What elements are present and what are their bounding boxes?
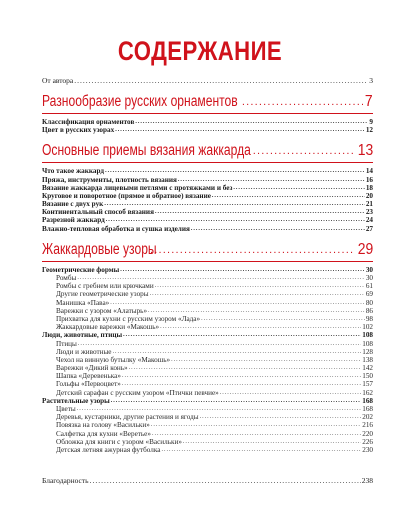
toc-entry[interactable]: Континентальный способ вязания ..... 23 bbox=[42, 208, 373, 216]
toc-subentry[interactable]: Птицы ..... 108 bbox=[42, 340, 373, 348]
toc-entry[interactable]: Вязание жаккарда лицевыми петлями с протяжками и без ..... 18 bbox=[42, 184, 373, 192]
entry-page: 3 bbox=[369, 76, 373, 85]
toc-entry[interactable]: Вязание с двух рук ..... 21 bbox=[42, 200, 373, 208]
section-label: Разнообразие русских орнаментов bbox=[42, 93, 238, 110]
toc-entry[interactable]: Разрезной жаккард ..... 24 bbox=[42, 217, 373, 225]
entry-label: Благодарность bbox=[42, 476, 89, 485]
page-title: СОДЕРЖАНИЕ bbox=[117, 36, 283, 66]
section-label: Жаккардовые узоры bbox=[42, 240, 157, 258]
toc-subentry[interactable]: Манишка «Пава» ..... 80 bbox=[42, 299, 373, 307]
toc-entry[interactable]: Что такое жаккард ..... 14 bbox=[42, 167, 373, 175]
toc-subentry[interactable]: Чехол на винную бутылку «Макошь» ..... 138 bbox=[42, 356, 373, 364]
toc-entry[interactable]: Круговое и поворотное (прямое и обратное) вязание ..... 20 bbox=[42, 192, 373, 200]
toc-subentry[interactable]: Жаккардовые варежки «Макошь» ..... 102 bbox=[42, 323, 373, 331]
toc-group[interactable]: Растительные узоры ..... 168 bbox=[42, 397, 373, 405]
section-heading-patterns[interactable] bbox=[42, 239, 373, 262]
toc-entry[interactable]: Влажно-тепловая обработка и сушка изделия ..... 27 bbox=[42, 225, 373, 233]
toc-subentry[interactable]: Обложка для книги с узором «Васильки» ..... 226 bbox=[42, 438, 373, 446]
toc-subentry[interactable]: Цветы ..... 168 bbox=[42, 405, 373, 413]
toc-subentry[interactable]: Шапка «Деревенька» ..... 150 bbox=[42, 372, 373, 380]
toc-subentry[interactable]: Прихватка для кухни с русским узором «Лада» ..... 98 bbox=[42, 315, 373, 323]
toc-entry-thanks[interactable] bbox=[42, 476, 373, 485]
toc-entry[interactable]: Цвет в русских узорах ..... 12 bbox=[42, 126, 373, 134]
toc-subentry[interactable]: Ромбы ..... 30 bbox=[42, 274, 373, 282]
section-heading-techniques[interactable] bbox=[42, 140, 373, 163]
toc-subentry[interactable]: Варежки «Дикий конь» ..... 142 bbox=[42, 364, 373, 372]
toc-subentry[interactable]: Варежки с узором «Алатырь» ..... 86 bbox=[42, 307, 373, 315]
toc-entry[interactable]: Классификация орнаментов ..... 9 bbox=[42, 118, 373, 126]
section-page: 13 bbox=[357, 142, 373, 160]
toc-entry[interactable]: Пряжа, инструменты, плотность вязания ..... 16 bbox=[42, 176, 373, 184]
toc-subentry[interactable]: Другие геометрические узоры ..... 69 bbox=[42, 290, 373, 298]
toc-subentry[interactable]: Деревья, кустарники, другие растения и ягоды ..... 202 bbox=[42, 413, 373, 421]
table-of-contents bbox=[42, 76, 373, 454]
entry-label: От автора bbox=[42, 76, 74, 85]
toc-subentry[interactable]: Люди и животные ..... 128 bbox=[42, 348, 373, 356]
toc-group[interactable]: Люди, животные, птицы ..... 108 bbox=[42, 331, 373, 339]
toc-subentry[interactable]: Гольфы «Первоцвет» ..... 157 bbox=[42, 381, 373, 389]
toc-subentry[interactable]: Ромбы с гребнем или крючками ..... 61 bbox=[42, 282, 373, 290]
toc-group[interactable]: Геометрические формы ..... 30 bbox=[42, 266, 373, 274]
toc-subentry[interactable]: Детский сарафан с русским узором «Птички певчие» ..... 162 bbox=[42, 389, 373, 397]
section-page: 29 bbox=[357, 240, 373, 258]
toc-subentry[interactable]: Салфетка для кухни «Веретье» ..... 220 bbox=[42, 430, 373, 438]
toc-subentry[interactable]: Повязка на голову «Васильки» ..... 216 bbox=[42, 421, 373, 429]
toc-entry-author[interactable] bbox=[42, 76, 373, 85]
section-heading-ornaments[interactable] bbox=[42, 91, 373, 114]
toc-subentry[interactable]: Детская летняя ажурная футболка ..... 230 bbox=[42, 446, 373, 454]
entry-page: 238 bbox=[361, 476, 373, 485]
section-page: 7 bbox=[365, 93, 373, 110]
section-label: Основные приемы вязания жаккарда bbox=[42, 142, 251, 160]
